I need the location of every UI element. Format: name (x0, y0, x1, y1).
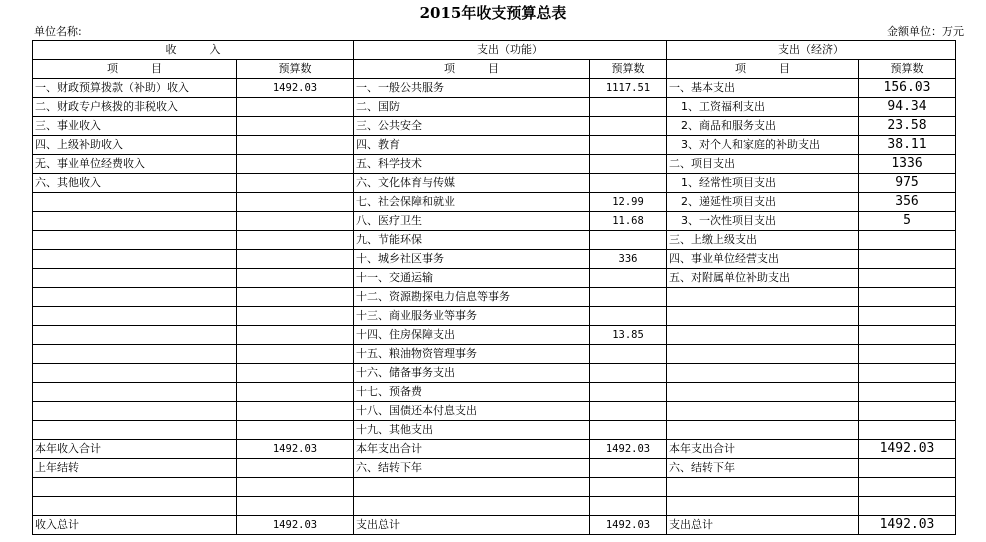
econ-item-cell: 三、上缴上级支出 (667, 231, 859, 250)
col-header-item: 项 目 (33, 60, 237, 79)
income-value-cell (237, 98, 354, 117)
section-header-row (33, 41, 956, 60)
econ-value-cell (859, 497, 956, 516)
income-item-cell: 上年结转 (33, 459, 237, 478)
econ-value-cell: 23.58 (859, 117, 956, 136)
func-item-cell (354, 478, 590, 497)
func-value-cell (590, 307, 667, 326)
econ-item-cell (667, 383, 859, 402)
func-item-cell: 六、文化体育与传媒 (354, 174, 590, 193)
income-value-cell (237, 421, 354, 440)
income-item-cell (33, 402, 237, 421)
income-value-cell (237, 478, 354, 497)
table-row (33, 345, 956, 364)
func-value-cell (590, 117, 667, 136)
econ-value-cell (859, 459, 956, 478)
econ-item-cell: 1、工资福利支出 (667, 98, 859, 117)
func-value-cell: 12.99 (590, 193, 667, 212)
table-row (33, 307, 956, 326)
econ-value-cell (859, 250, 956, 269)
func-value-cell: 336 (590, 250, 667, 269)
income-item-cell (33, 383, 237, 402)
func-value-cell: 11.68 (590, 212, 667, 231)
func-item-cell: 十六、储备事务支出 (354, 364, 590, 383)
table-row (33, 516, 956, 535)
econ-item-cell (667, 402, 859, 421)
econ-value-cell (859, 269, 956, 288)
income-item-cell (33, 193, 237, 212)
table-row (33, 136, 956, 155)
econ-value-cell (859, 402, 956, 421)
income-item-cell: 无、事业单位经费收入 (33, 155, 237, 174)
income-value-cell (237, 174, 354, 193)
econ-value-cell (859, 288, 956, 307)
income-item-cell: 六、其他收入 (33, 174, 237, 193)
table-row (33, 174, 956, 193)
income-value-cell (237, 231, 354, 250)
table-row (33, 288, 956, 307)
income-item-cell: 三、事业收入 (33, 117, 237, 136)
econ-value-cell (859, 478, 956, 497)
col-header-item: 项 目 (354, 60, 590, 79)
func-value-cell (590, 174, 667, 193)
func-value-cell: 1117.51 (590, 79, 667, 98)
func-value-cell (590, 98, 667, 117)
income-value-cell: 1492.03 (237, 516, 354, 535)
income-item-cell (33, 231, 237, 250)
table-row (33, 402, 956, 421)
func-item-cell: 十三、商业服务业等事务 (354, 307, 590, 326)
income-item-cell (33, 250, 237, 269)
table-row (33, 421, 956, 440)
econ-item-cell (667, 326, 859, 345)
econ-item-cell (667, 288, 859, 307)
table-row (33, 79, 956, 98)
func-item-cell: 六、结转下年 (354, 459, 590, 478)
econ-value-cell (859, 326, 956, 345)
func-value-cell (590, 269, 667, 288)
income-value-cell (237, 117, 354, 136)
func-value-cell (590, 364, 667, 383)
income-value-cell (237, 345, 354, 364)
func-item-cell: 二、国防 (354, 98, 590, 117)
income-value-cell (237, 497, 354, 516)
income-item-cell: 二、财政专户核拨的非税收入 (33, 98, 237, 117)
func-item-cell: 一、一般公共服务 (354, 79, 590, 98)
income-item-cell (33, 326, 237, 345)
econ-value-cell: 356 (859, 193, 956, 212)
income-item-cell (33, 212, 237, 231)
func-value-cell (590, 497, 667, 516)
income-value-cell (237, 459, 354, 478)
econ-item-cell: 六、结转下年 (667, 459, 859, 478)
table-row (33, 98, 956, 117)
income-value-cell (237, 364, 354, 383)
income-value-cell (237, 250, 354, 269)
income-value-cell (237, 212, 354, 231)
econ-item-cell: 一、基本支出 (667, 79, 859, 98)
econ-item-cell: 二、项目支出 (667, 155, 859, 174)
econ-value-cell: 975 (859, 174, 956, 193)
econ-value-cell (859, 383, 956, 402)
econ-item-cell: 本年支出合计 (667, 440, 859, 459)
table-row (33, 326, 956, 345)
income-item-cell (33, 364, 237, 383)
func-item-cell: 九、节能环保 (354, 231, 590, 250)
section-income: 收 入 (33, 41, 354, 60)
income-value-cell (237, 155, 354, 174)
income-item-cell (33, 345, 237, 364)
table-row (33, 364, 956, 383)
econ-item-cell (667, 421, 859, 440)
col-header-budget: 预算数 (859, 60, 956, 79)
income-item-cell (33, 269, 237, 288)
econ-value-cell: 1492.03 (859, 440, 956, 459)
func-item-cell: 十二、资源勘探电力信息等事务 (354, 288, 590, 307)
func-item-cell: 十一、交通运输 (354, 269, 590, 288)
econ-item-cell: 1、经常性项目支出 (667, 174, 859, 193)
income-item-cell: 四、上级补助收入 (33, 136, 237, 155)
table-row (33, 478, 956, 497)
income-value-cell (237, 288, 354, 307)
func-value-cell (590, 459, 667, 478)
table-row (33, 459, 956, 478)
income-item-cell (33, 478, 237, 497)
func-item-cell: 本年支出合计 (354, 440, 590, 459)
func-item-cell: 十八、国债还本付息支出 (354, 402, 590, 421)
func-value-cell (590, 478, 667, 497)
income-value-cell (237, 193, 354, 212)
col-header-budget: 预算数 (237, 60, 354, 79)
econ-item-cell (667, 497, 859, 516)
econ-value-cell: 5 (859, 212, 956, 231)
page-title: 2015年收支预算总表 (419, 4, 567, 22)
econ-item-cell: 3、一次性项目支出 (667, 212, 859, 231)
unit-name-label: 单位名称: (34, 25, 82, 38)
amount-unit-label: 金额单位：万元 (887, 25, 964, 38)
func-value-cell (590, 383, 667, 402)
func-item-cell: 十九、其他支出 (354, 421, 590, 440)
income-item-cell: 一、财政预算拨款（补助）收入 (33, 79, 237, 98)
income-item-cell: 收入总计 (33, 516, 237, 535)
table-row (33, 269, 956, 288)
income-item-cell: 本年收入合计 (33, 440, 237, 459)
func-value-cell (590, 421, 667, 440)
income-value-cell: 1492.03 (237, 79, 354, 98)
func-item-cell: 十七、预备费 (354, 383, 590, 402)
func-value-cell (590, 136, 667, 155)
table-row (33, 497, 956, 516)
income-item-cell (33, 288, 237, 307)
func-value-cell (590, 402, 667, 421)
func-item-cell: 十五、粮油物资管理事务 (354, 345, 590, 364)
func-value-cell: 1492.03 (590, 440, 667, 459)
table-row (33, 155, 956, 174)
income-value-cell (237, 383, 354, 402)
budget-table (32, 40, 956, 535)
func-item-cell: 十四、住房保障支出 (354, 326, 590, 345)
func-value-cell: 13.85 (590, 326, 667, 345)
func-value-cell (590, 155, 667, 174)
econ-value-cell: 156.03 (859, 79, 956, 98)
func-item-cell: 十、城乡社区事务 (354, 250, 590, 269)
econ-value-cell (859, 364, 956, 383)
income-value-cell (237, 136, 354, 155)
func-item-cell (354, 497, 590, 516)
econ-value-cell (859, 231, 956, 250)
income-item-cell (33, 421, 237, 440)
table-row (33, 117, 956, 136)
econ-value-cell (859, 421, 956, 440)
table-row (33, 383, 956, 402)
table-row (33, 440, 956, 459)
income-value-cell (237, 326, 354, 345)
func-value-cell (590, 345, 667, 364)
econ-item-cell (667, 364, 859, 383)
table-row (33, 212, 956, 231)
income-value-cell (237, 402, 354, 421)
econ-item-cell: 支出总计 (667, 516, 859, 535)
econ-item-cell (667, 307, 859, 326)
econ-item-cell: 2、递延性项目支出 (667, 193, 859, 212)
econ-value-cell: 94.34 (859, 98, 956, 117)
econ-value-cell: 1492.03 (859, 516, 956, 535)
func-item-cell: 八、医疗卫生 (354, 212, 590, 231)
col-header-budget: 预算数 (590, 60, 667, 79)
func-value-cell (590, 231, 667, 250)
func-item-cell: 三、公共安全 (354, 117, 590, 136)
income-item-cell (33, 497, 237, 516)
econ-item-cell (667, 345, 859, 364)
econ-item-cell: 五、对附属单位补助支出 (667, 269, 859, 288)
func-item-cell: 支出总计 (354, 516, 590, 535)
func-item-cell: 五、科学技术 (354, 155, 590, 174)
section-econ: 支出（经济） (667, 41, 956, 60)
func-item-cell: 七、社会保障和就业 (354, 193, 590, 212)
table-row (33, 193, 956, 212)
econ-item-cell: 3、对个人和家庭的补助支出 (667, 136, 859, 155)
column-header-row (33, 60, 956, 79)
income-value-cell: 1492.03 (237, 440, 354, 459)
econ-value-cell: 1336 (859, 155, 956, 174)
income-item-cell (33, 307, 237, 326)
econ-item-cell: 2、商品和服务支出 (667, 117, 859, 136)
func-value-cell (590, 288, 667, 307)
econ-item-cell: 四、事业单位经营支出 (667, 250, 859, 269)
income-value-cell (237, 269, 354, 288)
income-value-cell (237, 307, 354, 326)
econ-value-cell (859, 345, 956, 364)
func-item-cell: 四、教育 (354, 136, 590, 155)
econ-item-cell (667, 478, 859, 497)
col-header-item: 项 目 (667, 60, 859, 79)
section-func: 支出（功能） (354, 41, 667, 60)
econ-value-cell: 38.11 (859, 136, 956, 155)
table-row (33, 231, 956, 250)
econ-value-cell (859, 307, 956, 326)
table-row (33, 250, 956, 269)
func-value-cell: 1492.03 (590, 516, 667, 535)
